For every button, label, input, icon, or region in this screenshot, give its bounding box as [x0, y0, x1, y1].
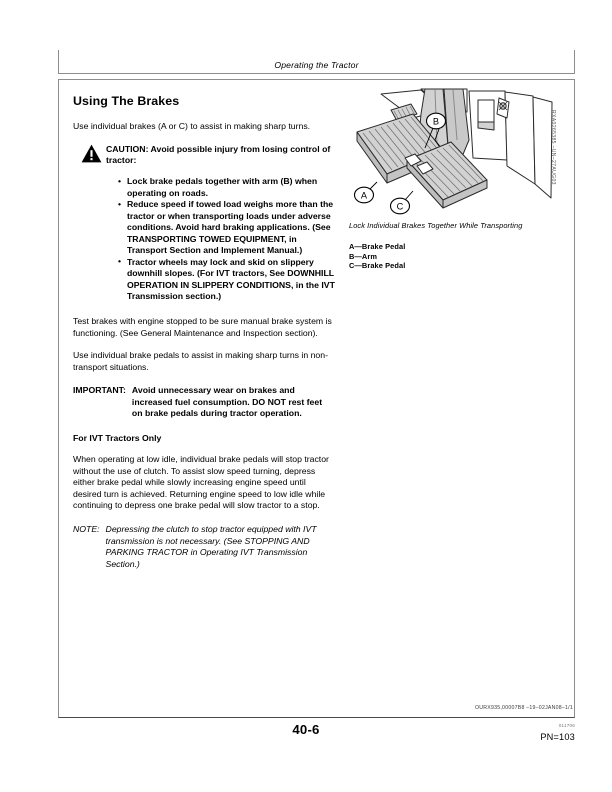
figure-caption: Lock Individual Brakes Together While Transporting: [349, 221, 523, 230]
note-text: Depressing the clutch to stop tractor equipped with IVT transmission is not necessary. (See STOPPING AND PARKING TRACTOR in Operating IVT Transmission Section.): [105, 524, 317, 569]
caution-item: • Reduce speed if towed load weighs more than the tractor or when transporting loads under adverse conditions. Avoid hard braking applications. (See TRANSPORTING TOWED EQUIPMENT, in Transport Section and Implement Manual.): [118, 199, 335, 257]
running-header-title: Operating the Tractor: [274, 60, 359, 70]
legend-item: A—Brake Pedal: [349, 242, 406, 251]
legend-item: C—Brake Pedal: [349, 261, 406, 271]
caution-block: [73, 144, 335, 303]
individual-pedals-paragraph: Use individual brake pedals to assist in making sharp turns in non-transport situations.: [73, 350, 328, 372]
svg-text:A: A: [360, 190, 368, 201]
test-brakes-paragraph: Test brakes with engine stopped to be sure manual brake system is functioning. (See General Maintenance and Inspection section).: [73, 315, 332, 338]
page-title: Using The Brakes: [73, 94, 180, 108]
illustration-id: RXA0265385 –UN–27AUG03: [550, 110, 556, 185]
caution-item: • Lock brake pedals together with arm (B) when operating on roads.: [118, 176, 335, 199]
pn-stamp: 011706: [558, 723, 575, 728]
important-block: [73, 385, 335, 420]
brake-pedals-illustration: [347, 88, 559, 216]
important-text: Avoid unnecessary wear on brakes and increased fuel consumption. DO NOT rest feet on brake pedals during tractor operation.: [131, 385, 323, 419]
pn-label: PN=103: [540, 732, 575, 742]
caution-heading: CAUTION: Avoid possible injury from losing control of tractor:: [106, 143, 331, 165]
document-code: OURX935,00007B8 –19–02JAN08–1/1: [474, 705, 573, 711]
legend-item: B—Arm: [349, 251, 378, 261]
svg-text:C: C: [396, 201, 404, 212]
intro-paragraph: Use individual brakes (A or C) to assist in making sharp turns.: [73, 121, 311, 131]
caution-list: [106, 176, 335, 303]
running-header: [58, 50, 575, 74]
page-number: 40-6: [292, 722, 320, 737]
text-column: [73, 94, 335, 570]
svg-text:B: B: [432, 116, 440, 127]
note-label: NOTE:: [73, 524, 100, 535]
note-block: [73, 524, 335, 570]
safety-alert-triangle-icon: [81, 144, 102, 163]
ivt-subheading: For IVT Tractors Only: [73, 433, 162, 444]
important-label: IMPORTANT:: [73, 385, 126, 396]
figure-column: [347, 88, 563, 271]
content-frame: [58, 79, 575, 718]
ivt-paragraph: When operating at low idle, individual brake pedals will stop tractor without the use of clutch. To assist slow speed turning, depress either brake pedal while slowly increasing engine speed until desired turn is achieved. Returning engine speed to low idle while continuing to depress one brake pedal will slow tractor to a stop.: [73, 454, 329, 511]
figure-legend: [349, 242, 563, 271]
caution-item: • Tractor wheels may lock and skid on slippery downhill slopes. (For IVT tractors, See DOWNHILL OPERATION IN SLIPPERY CONDITIONS, in the IVT Transmission section.): [118, 257, 335, 303]
